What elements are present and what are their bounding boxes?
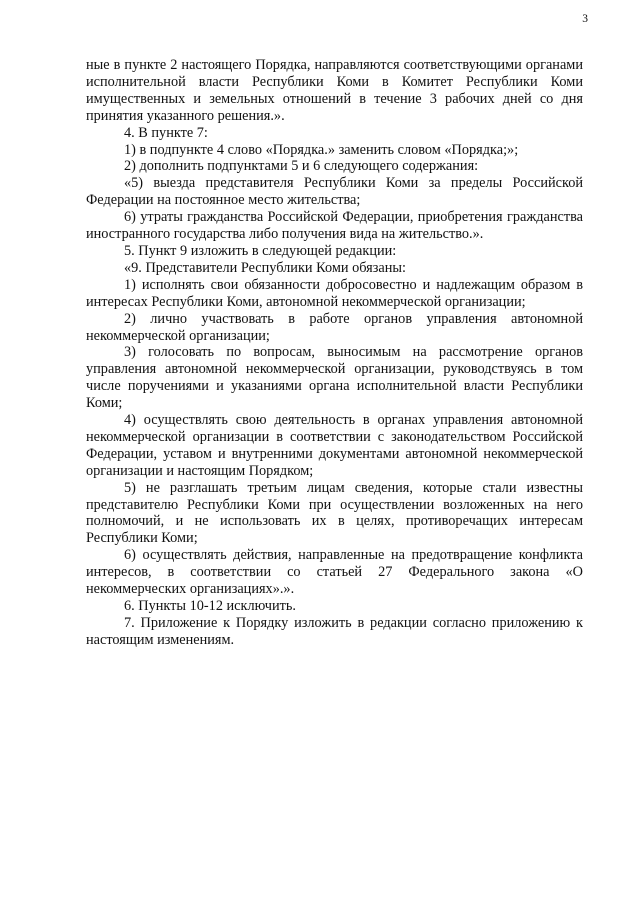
paragraph-item-6: 6. Пункты 10-12 исключить. [124, 598, 296, 614]
paragraph-subitem: 1) в подпункте 4 слово «Порядка.» заменить словом «Порядка;»; [124, 141, 519, 158]
page-number: 3 [582, 13, 588, 25]
paragraph-item-7: 7. Приложение к Порядку изложить в редакции согласно приложению к настоящим изменениям. [86, 614, 583, 648]
paragraph-obligation: 5) не разглашать третьим лицам сведения, которые стали известны представителю Республики Коми при осуществлении возложенных на него полномочий, и не использовать их в целях, противоречащих интересам Республики Коми; [86, 479, 583, 547]
paragraph-subitem: 2) дополнить подпунктами 5 и 6 следующего содержания: [124, 158, 479, 175]
paragraph-obligation: 3) голосовать по вопросам, выносимым на рассмотрение органов управления автономной некоммерческой организации, руководствуясь в том числе поручениями и указаниями органа исполнительной власти Республики Коми; [86, 344, 583, 412]
paragraph-obligation: 2) лично участвовать в работе органов управления автономной некоммерческой организации; [86, 310, 583, 344]
paragraph-obligation: 1) исполнять свои обязанности добросовестно и надлежащим образом в интересах Республики Коми, автономной некоммерческой организации; [86, 276, 583, 310]
document-body [86, 57, 583, 649]
paragraph-item-5: 5. Пункт 9 изложить в следующей редакции: [124, 242, 397, 259]
paragraph-obligation: 4) осуществлять свою деятельность в органах управления автономной некоммерческой организации в соответствии с законодательством Российской Федерации, уставом и внутренними документами автономной некоммерческой организации и настоящим Порядком; [86, 412, 583, 479]
paragraph-quote: «9. Представители Республики Коми обязаны: [124, 259, 406, 276]
paragraph-continuation: ные в пункте 2 настоящего Порядка, направляются соответствующими органами исполнительной власти Республики Коми в Комитет Республики Коми имущественных и земельных отношений в течение 3 рабочих дней со дня принятия указанного решения.». [86, 57, 583, 124]
paragraph-obligation: 6) осуществлять действия, направленные на предотвращение конфликта интересов, в соответствии со статьей 27 Федерального закона «О некоммерческих организациях».». [86, 547, 583, 598]
paragraph-item-4: 4. В пункте 7: [124, 124, 208, 141]
paragraph-quote: 6) утраты гражданства Российской Федерации, приобретения гражданства иностранного государства либо получения вида на жительство.». [86, 209, 583, 243]
paragraph-quote: «5) выезда представителя Республики Коми за пределы Российской Федерации на постоянное место жительства; [86, 175, 583, 209]
